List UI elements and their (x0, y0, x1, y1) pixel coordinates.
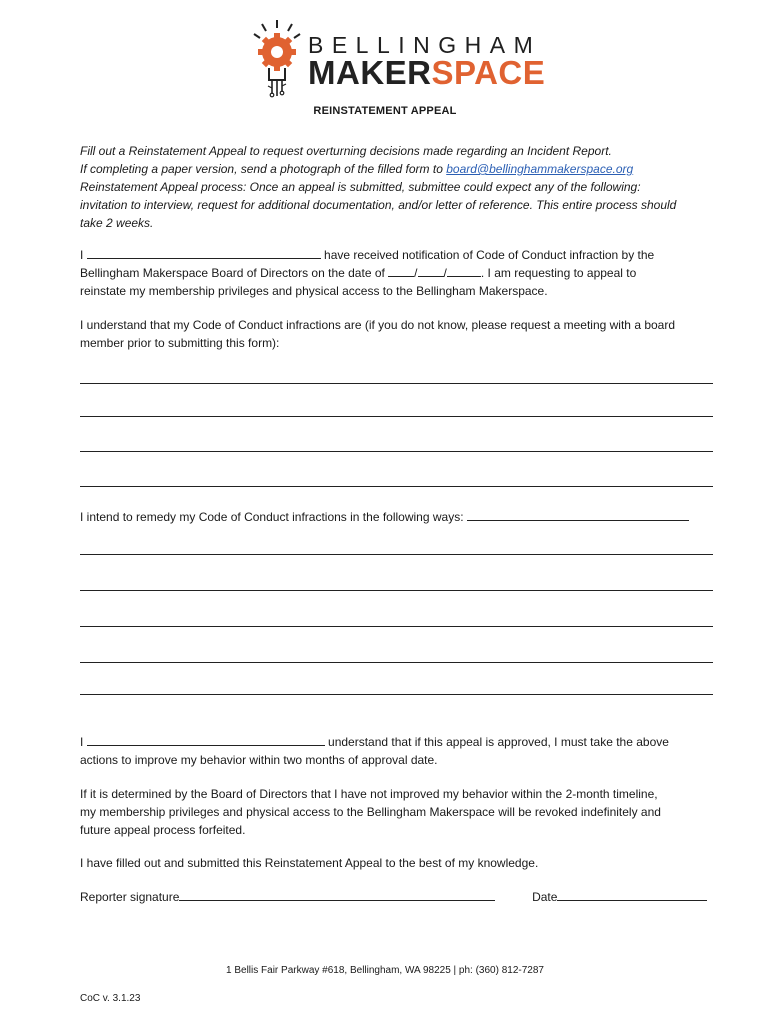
infractions-answer-line[interactable] (80, 416, 713, 417)
remedy-answer-line[interactable] (80, 662, 713, 663)
infractions-line: I understand that my Code of Conduct infractions are (if you do not know, please request a meeting with a board (80, 318, 676, 332)
pronoun-i: I (80, 735, 84, 749)
notification-text: . I am requesting to appeal to (480, 266, 637, 280)
remedy-label: I intend to remedy my Code of Conduct infractions in the following ways: (80, 510, 464, 524)
remedy-answer-field[interactable] (467, 508, 689, 521)
page-title: REINSTATEMENT APPEAL (313, 105, 457, 117)
remedy-answer-line[interactable] (80, 554, 713, 555)
footer-address: 1 Bellis Fair Parkway #618, Bellingham, WA 98225 | ph: (360) 812-7287 (226, 965, 544, 976)
approval-line (80, 733, 720, 751)
notification-line: reinstate my membership privileges and physical access to the Bellingham Makerspace. (80, 284, 548, 298)
revocation-line: my membership privileges and physical access to the Bellingham Makerspace will be revoked indefinitely and (80, 805, 661, 819)
infractions-paragraph (80, 316, 720, 352)
infractions-answer-line[interactable] (80, 383, 713, 384)
intro-line: Fill out a Reinstatement Appeal to request overturning decisions made regarding an Incident Report. (80, 144, 612, 158)
reporter-signature-field[interactable] (179, 888, 495, 901)
intro-line (80, 160, 720, 178)
infractions-answer-line[interactable] (80, 486, 713, 487)
pronoun-i: I (80, 248, 84, 262)
signature-row (80, 888, 720, 906)
approval-line: actions to improve my behavior within two months of approval date. (80, 753, 438, 767)
board-email-link[interactable]: board@bellinghammakerspace.org (446, 162, 634, 176)
acknowledgement-text: I have filled out and submitted this Reinstatement Appeal to the best of my knowledge. (80, 856, 539, 870)
notification-line (80, 246, 720, 264)
notification-text: have received notification of Code of Conduct infraction by the (324, 248, 655, 262)
approval-name-field[interactable] (87, 733, 325, 746)
revocation-line: If it is determined by the Board of Directors that I have not improved my behavior within the 2-month timeline, (80, 787, 658, 801)
infractions-line: member prior to submitting this form): (80, 336, 280, 350)
date-signature-label: Date (532, 890, 558, 904)
intro-line: invitation to interview, request for additional documentation, and/or letter of reference. This entire process should (80, 198, 677, 212)
intro-line: Reinstatement Appeal process: Once an appeal is submitted, submittee could expect any of the following: (80, 180, 641, 194)
revocation-paragraph (80, 785, 720, 839)
logo-text-space: SPACE (431, 54, 546, 91)
remedy-paragraph (80, 508, 720, 526)
logo-text-maker: MAKER (308, 54, 432, 91)
date-label: Bellingham Makerspace Board of Directors on the date of (80, 266, 385, 280)
remedy-answer-line[interactable] (80, 694, 713, 695)
date-signature-field[interactable] (557, 888, 707, 901)
intro-instructions (80, 142, 720, 232)
logo-text-bellingham: BELLINGHAM (308, 32, 542, 58)
notification-paragraph (80, 246, 720, 300)
remedy-answer-line[interactable] (80, 590, 713, 591)
logo-text-makerspace (308, 56, 545, 89)
date-day-field[interactable] (418, 264, 444, 277)
approval-paragraph (80, 733, 720, 769)
date-year-field[interactable] (447, 264, 481, 277)
makerspace-logo (252, 18, 552, 100)
reporter-signature-label: Reporter signature (80, 890, 180, 904)
member-name-field[interactable] (87, 246, 321, 259)
approval-text: understand that if this appeal is approved, I must take the above (328, 735, 669, 749)
lightbulb-gear-icon (252, 18, 302, 100)
document-version: CoC v. 3.1.23 (80, 993, 141, 1004)
infractions-answer-line[interactable] (80, 451, 713, 452)
intro-line: take 2 weeks. (80, 216, 154, 230)
remedy-answer-line[interactable] (80, 626, 713, 627)
revocation-line: future appeal process forfeited. (80, 823, 246, 837)
notification-line: Bellingham Makerspace Board of Directors on the date of / / . I am requesting to appeal to (80, 266, 637, 280)
intro-email-prefix: If completing a paper version, send a photograph of the filled form to (80, 162, 447, 176)
date-month-field[interactable] (388, 264, 414, 277)
